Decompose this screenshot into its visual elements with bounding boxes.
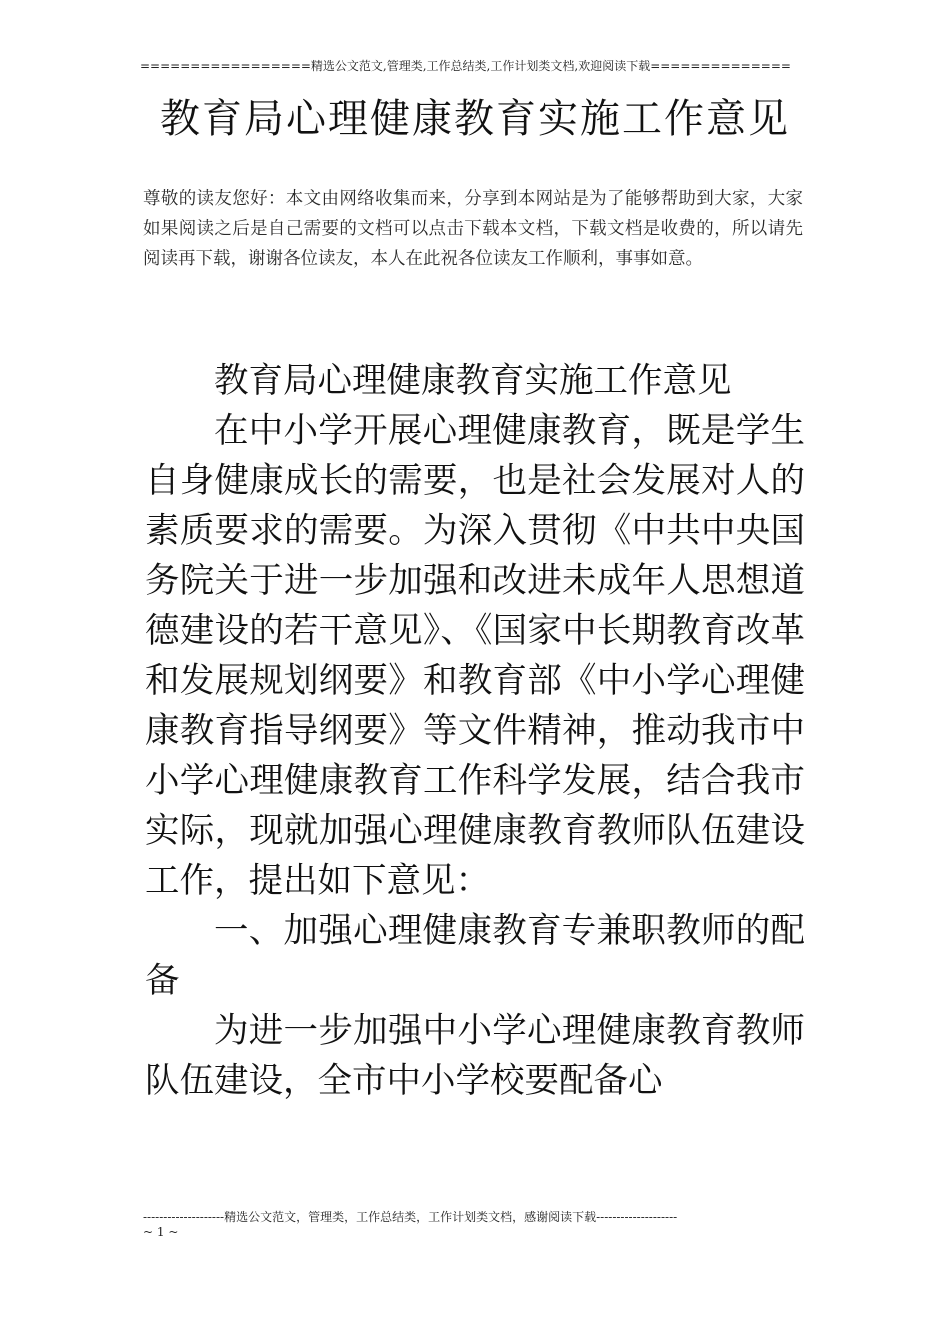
section-heading-1: 一、加强心理健康教育专兼职教师的配备 [145, 911, 805, 1001]
reader-notice: 尊敬的读友您好：本文由网络收集而来，分享到本网站是为了能够帮助到大家，大家如果阅读之后是自己需要的文档可以点击下载本文档，下载文档是收费的，所以请先阅读再下载，谢谢各位读友，本人在此祝各位读友工作顺利，事事如意。 [143, 189, 803, 269]
footer-banner: --------------------精选公文范文，管理类，工作总结类，工作计划类文档，感谢阅读下载-------------------- [143, 1210, 678, 1224]
document-title: 教育局心理健康教育实施工作意见 [160, 96, 790, 142]
page-number: ~ 1 ~ [143, 1225, 179, 1239]
header-banner: =================精选公文范文,管理类,工作总结类,工作计划类文档,欢迎阅读下载============== [140, 59, 791, 73]
document-body [145, 356, 805, 1106]
body-paragraph-intro: 在中小学开展心理健康教育，既是学生自身健康成长的需要，也是社会发展对人的素质要求的需要。为深入贯彻《中共中央国务院关于进一步加强和改进未成年人思想道德建设的若干意见》、《国家中长期教育改革和发展规划纲要》和教育部《中小学心理健康教育指导纲要》等文件精神，推动我市中小学心理健康教育工作科学发展，结合我市实际，现就加强心理健康教育教师队伍建设工作，提出如下意见： [145, 411, 805, 901]
body-paragraph-section-1: 为进一步加强中小学心理健康教育教师队伍建设，全市中小学校要配备心 [145, 1011, 805, 1101]
body-heading: 教育局心理健康教育实施工作意见 [214, 361, 732, 401]
